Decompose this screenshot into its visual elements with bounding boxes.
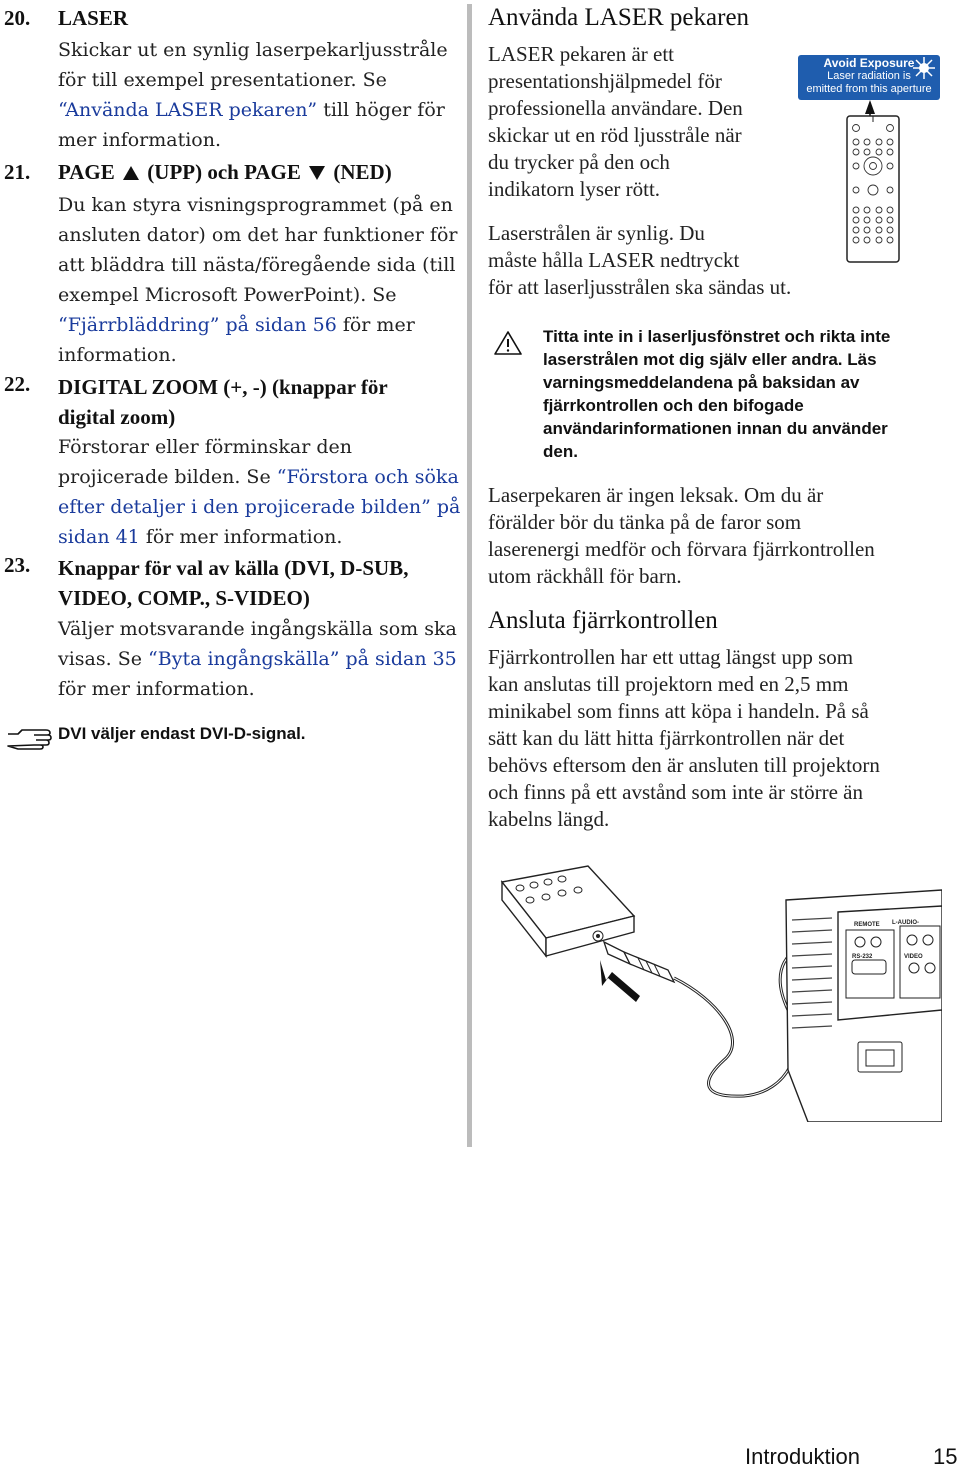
link-sidan-41[interactable]: sidan 41 xyxy=(58,526,140,548)
item-title-page: PAGE (UPP) och PAGE (NED) xyxy=(58,160,392,184)
port-label-rs232: RS-232 xyxy=(852,954,873,960)
item-title-laser: LASER xyxy=(58,6,129,30)
link-forstora-soka[interactable]: “Förstora och söka xyxy=(276,466,459,488)
remote-connection-illustration xyxy=(488,860,942,1126)
link-byta-ingangskalla[interactable]: “Byta ingångskälla” på sidan 35 xyxy=(148,648,457,670)
paragraph-ansluta: Fjärrkontrollen har ett uttag längst upp som kan anslutas till projektorn med en 2,5 mm minikabel som finns att köpa i handeln. På så sätt kan du lätt hitta fjärrkontrollen när det behövs eftersom den är ansluten till projektorn och finns på ett avstånd som inte är större än kabelns längd. xyxy=(488,645,880,831)
link-anvanda-laser[interactable]: “Använda LASER pekaren” xyxy=(58,99,318,121)
note-text: DVI väljer endast DVI-D-signal. xyxy=(58,724,306,743)
item-20-body: Skickar ut en synlig laserpekarljusstråle för till exempel presentationer. Se “Använda LASER pekaren” till höger för mer information. xyxy=(58,39,448,151)
item-number-23: 23. xyxy=(4,553,31,577)
heading-anvanda-laser: Använda LASER pekaren xyxy=(488,4,750,31)
item-title-digital-zoom: DIGITAL ZOOM (+, -) (knappar för digital zoom) xyxy=(58,375,388,429)
port-label-video: VIDEO xyxy=(904,954,923,960)
footer-page-number: 15 xyxy=(933,1444,958,1469)
footer-section-title: Introduktion xyxy=(745,1444,860,1469)
triangle-down-icon xyxy=(309,166,325,180)
port-label-remote: REMOTE xyxy=(854,922,880,928)
remote-control-illustration xyxy=(843,98,903,270)
item-number-20: 20. xyxy=(4,6,31,30)
avoid-exposure-label: Avoid Exposure Laser radiation is emitted from this aperture xyxy=(798,55,940,100)
link-forstora-soka-cont[interactable]: efter detaljer i den projicerade bilden” på xyxy=(58,496,461,518)
warning-text: Titta inte in i laserljusfönstret och rikta inte laserstrålen mot dig själv eller andra. Läs varningsmeddelandena på baksidan av fjärrkontrollen och den bifogade användarinformationen innan du använder den. xyxy=(543,327,891,461)
item-22-body: Förstorar eller förminskar den projicerade bilden. Se “Förstora och söka efter detaljer i den projicerade bilden” på sidan 41 för mer information. xyxy=(58,436,461,548)
note-hand-icon xyxy=(6,724,54,754)
port-label-audio: L-AUDIO- xyxy=(892,920,919,926)
heading-ansluta: Ansluta fjärrkontrollen xyxy=(488,607,718,634)
paragraph-laser-visible: Laserstrålen är synlig. Du måste hålla LASER nedtryckt för att laserljusstrålen ska sändas ut. xyxy=(488,221,792,299)
item-21-body: Du kan styra visningsprogrammet (på en ansluten dator) om det har funktioner för att bläddra till nästa/föregående sida (till exempel Microsoft PowerPoint). Se “Fjärrbläddring” på sidan 56 för mer information. xyxy=(58,194,458,366)
item-number-21: 21. xyxy=(4,160,31,184)
column-divider xyxy=(467,4,472,1147)
item-23-body: Väljer motsvarande ingångskälla som ska visas. Se “Byta ingångskälla” på sidan 35 för mer information. xyxy=(58,618,457,700)
item-title-source-keys: Knappar för val av källa (DVI, D-SUB, VIDEO, COMP., S-VIDEO) xyxy=(58,556,409,610)
paragraph-not-a-toy: Laserpekaren är ingen leksak. Om du är förälder bör du tänka på de faror som laserenergi medför och förvara fjärrkontrollen utom räckhåll för barn. xyxy=(488,483,875,588)
warning-triangle-icon xyxy=(493,330,523,360)
laser-burst-icon xyxy=(900,56,940,88)
link-fjarrbladdring[interactable]: “Fjärrbläddring” på sidan 56 xyxy=(58,314,337,336)
triangle-up-icon xyxy=(123,166,139,180)
item-number-22: 22. xyxy=(4,372,31,396)
paragraph-laser-intro: LASER pekaren är ett presentationshjälpmedel för professionella användare. Den skickar ut en röd ljusstråle när du trycker på den och indikatorn lyser rött. xyxy=(488,42,743,201)
